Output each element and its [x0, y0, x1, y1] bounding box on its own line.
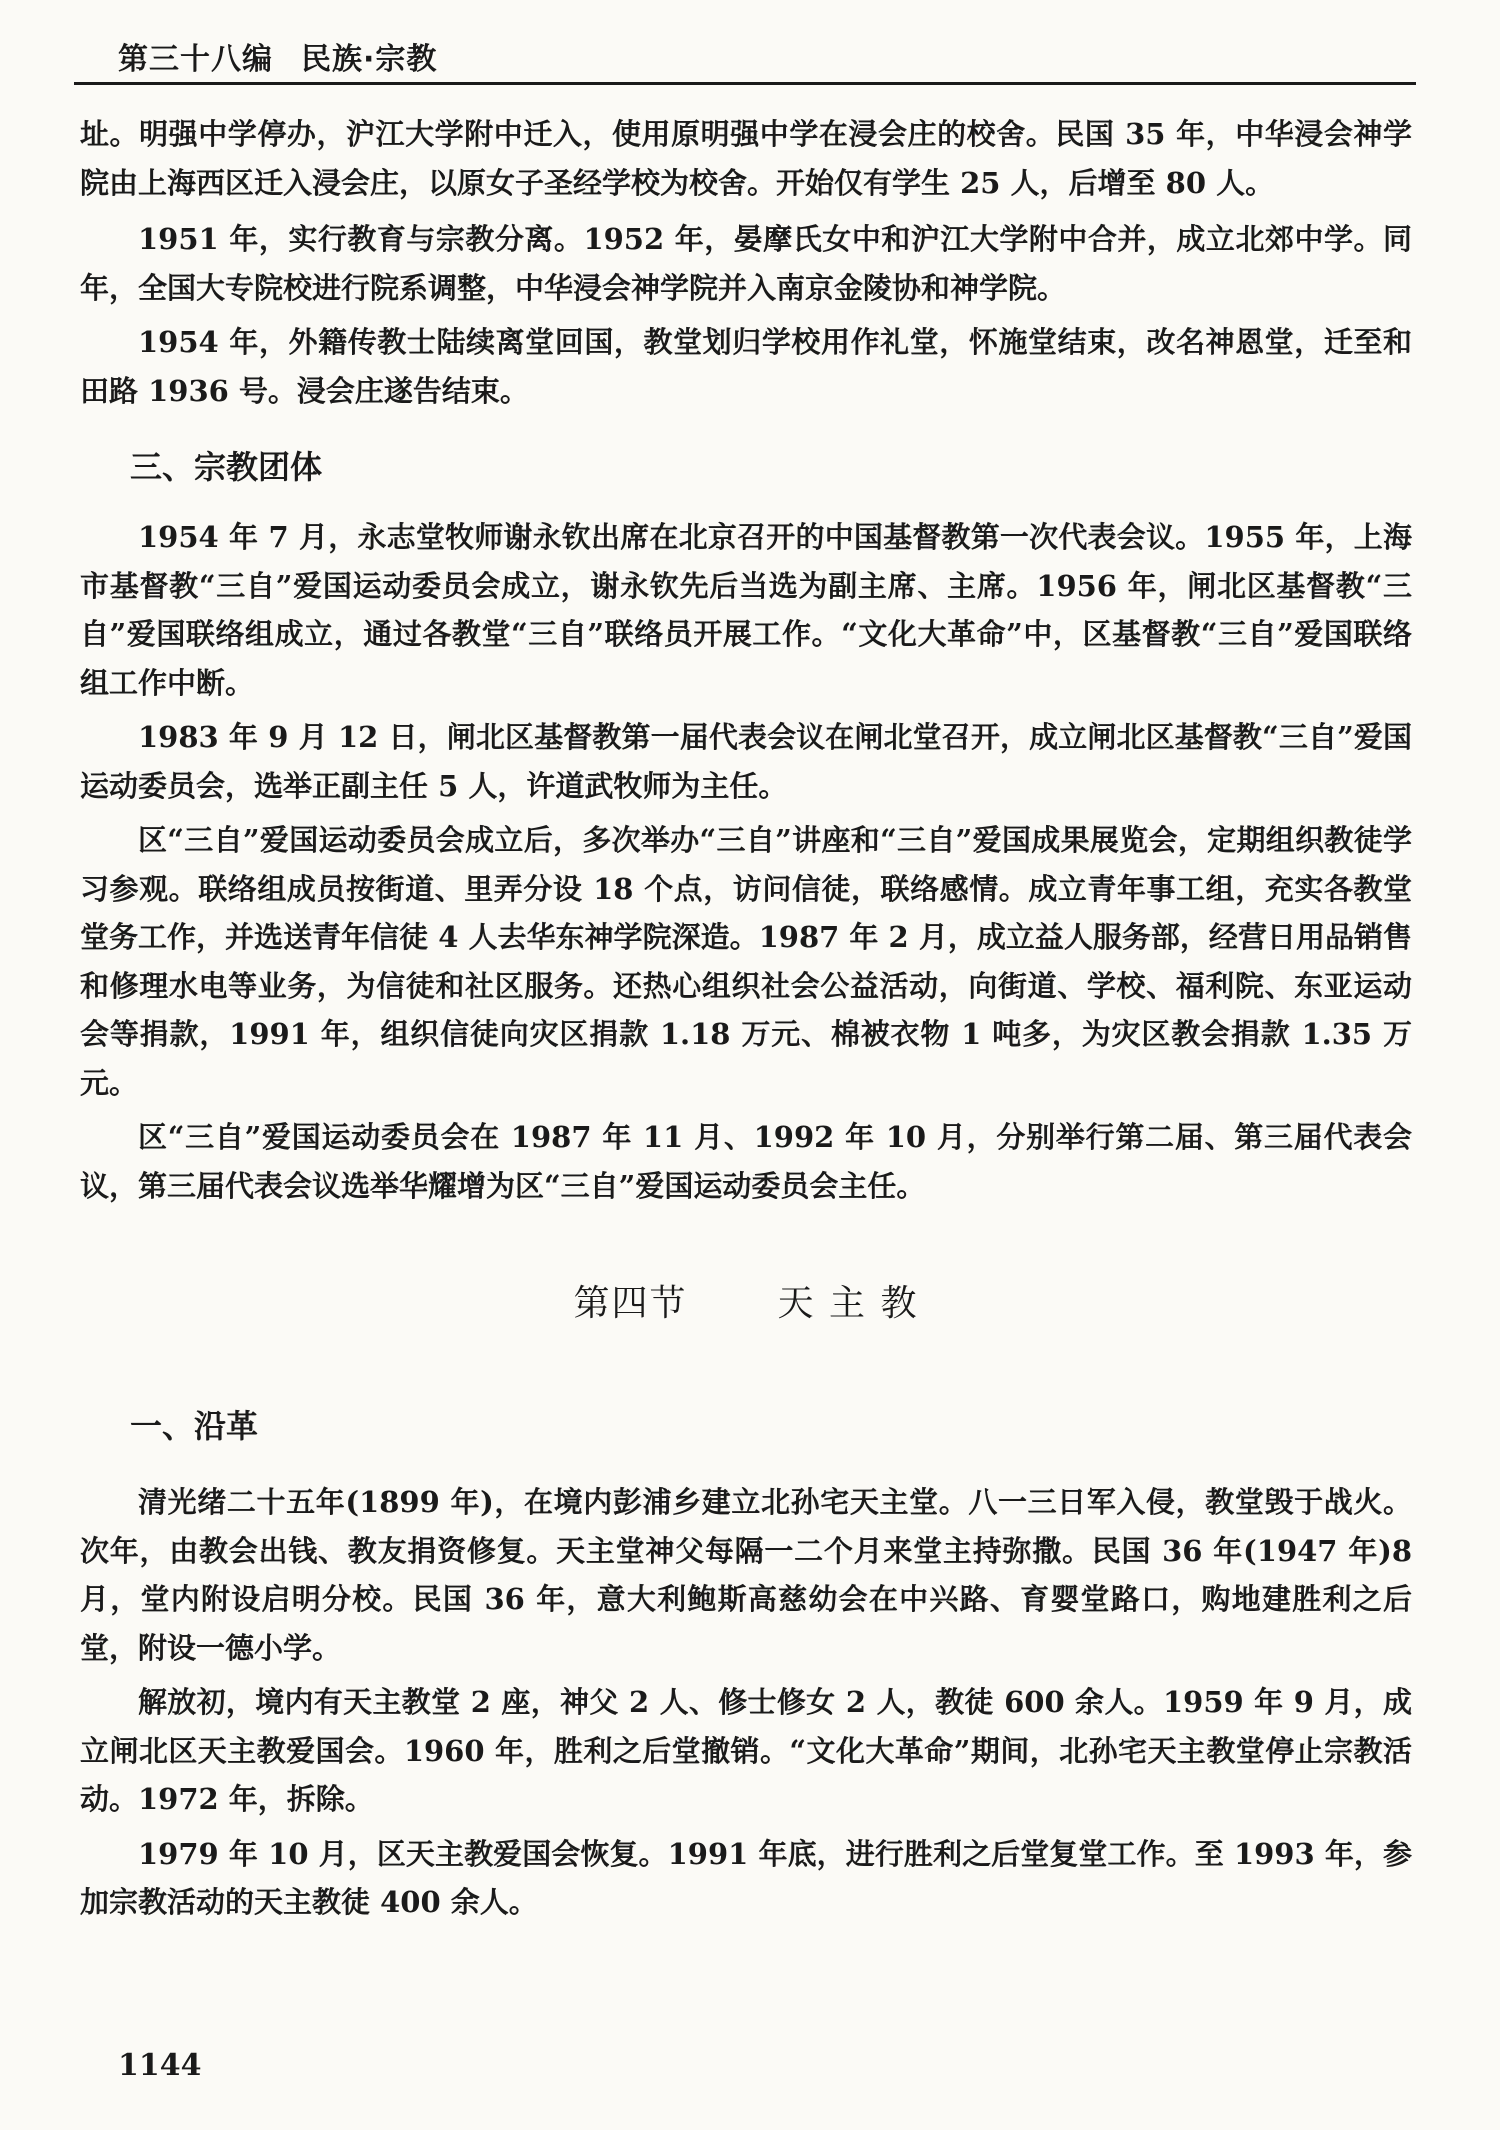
section-title — [80, 1274, 1412, 1334]
running-header — [118, 34, 437, 78]
paragraph: 区“三自”爱国运动委员会成立后，多次举办“三自”讲座和“三自”爱国成果展览会，定期组织教徒学习参观。联络组成员按街道、里弄分设 18 个点，访问信徒，联络感情。成立青年事工组，充实各教堂堂务工作，并选送青年信徒 4 人去华东神学院深造。1987 年 2 月，成立益人服务部，经营日用品销售和修理水电等业务，为信徒和社区服务。还热心组织社会公益活动，向街道、学校、福利院、东亚运动会等捐款，1991 年，组织信徒向灾区捐款 1.18 万元、棉被衣物 1 吨多，为灾区教会捐款 1.35 万元。 — [80, 823, 1412, 1100]
header-topic: 民族·宗教 — [301, 42, 438, 77]
section-name: 天 主 教 — [777, 1283, 919, 1324]
paragraph: 1954 年，外籍传教士陆续离堂回国，教堂划归学校用作礼堂，怀施堂结束，改名神恩堂，迁至和田路 1936 号。浸会庄遂告结束。 — [80, 325, 1412, 408]
paragraph: 1951 年，实行教育与宗教分离。1952 年，晏摩氏女中和沪江大学附中合并，成立北郊中学。同年，全国大专院校进行院系调整，中华浸会神学院并入南京金陵协和神学院。 — [80, 222, 1412, 305]
section-number: 第四节 — [573, 1283, 688, 1324]
paragraph: 清光绪二十五年(1899 年)，在境内彭浦乡建立北孙宅天主堂。八一三日军入侵，教堂毁于战火。次年，由教会出钱、教友捐资修复。天主堂神父每隔一二个月来堂主持弥撒。民国 36 年(1947 年)8 月，堂内附设启明分校。民国 36 年，意大利鲍斯高慈幼会在中兴路、育婴堂路口，购地建胜利之后堂，附设一德小学。 — [80, 1485, 1412, 1665]
paragraph: 区“三自”爱国运动委员会在 1987 年 11 月、1992 年 10 月，分别举行第二届、第三届代表会议，第三届代表会议选举华耀增为区“三自”爱国运动委员会主任。 — [80, 1120, 1412, 1203]
header-rule — [74, 82, 1416, 85]
subheading-history: 一、沿革 — [130, 1407, 259, 1445]
paragraph-continuation: 址。明强中学停办，沪江大学附中迁入，使用原明强中学在浸会庄的校舍。民国 35 年，中华浸会神学院由上海西区迁入浸会庄，以原女子圣经学校为校舍。开始仅有学生 25 人，后增至 80 人。 — [80, 117, 1412, 200]
paragraph: 1979 年 10 月，区天主教爱国会恢复。1991 年底，进行胜利之后堂复堂工作。至 1993 年，参加宗教活动的天主教徒 400 余人。 — [80, 1836, 1412, 1919]
header-chapter: 第三十八编 — [118, 42, 273, 77]
page-number: 1144 — [118, 2048, 202, 2083]
paragraph: 1954 年 7 月，永志堂牧师谢永钦出席在北京召开的中国基督教第一次代表会议。1955 年，上海市基督教“三自”爱国运动委员会成立，谢永钦先后当选为副主席、主席。1956 年，闸北区基督教“三自”爱国联络组成立，通过各教堂“三自”联络员开展工作。“文化大革命”中，区基督教“三自”爱国联络组工作中断。 — [80, 520, 1412, 700]
paragraph: 解放初，境内有天主教堂 2 座，神父 2 人、修士修女 2 人，教徒 600 余人。1959 年 9 月，成立闸北区天主教爱国会。1960 年，胜利之后堂撤销。“文化大革命”期间，北孙宅天主教堂停止宗教活动。1972 年，拆除。 — [80, 1685, 1412, 1816]
page-content — [80, 110, 1412, 1933]
subheading-religious-groups: 三、宗教团体 — [130, 448, 323, 486]
paragraph: 1983 年 9 月 12 日，闸北区基督教第一届代表会议在闸北堂召开，成立闸北区基督教“三自”爱国运动委员会，选举正副主任 5 人，许道武牧师为主任。 — [80, 720, 1412, 803]
